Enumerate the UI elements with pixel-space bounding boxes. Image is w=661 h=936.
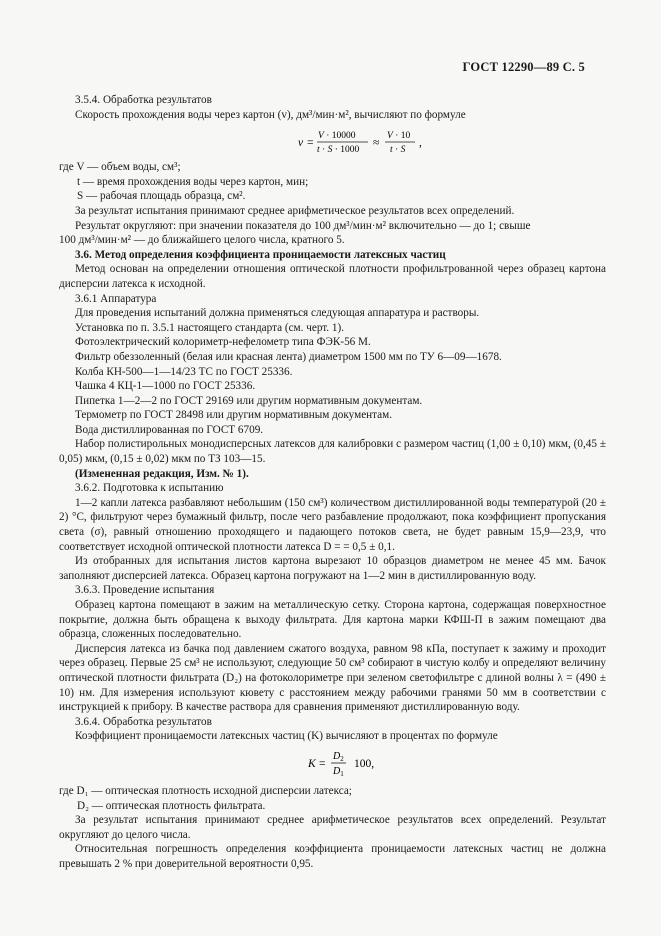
amendment-note: (Измененная редакция, Изм. № 1). [75,467,249,480]
section-3-6-1-title: 3.6.1 Аппаратура [75,292,157,305]
svg-text:100,: 100, [353,758,374,771]
mean-result-2: За результат испытания принимают среднее арифметическое результатов всех определений. Результат округляют до целого числа. [59,814,606,841]
preparation-text: 1—2 капли латекса разбавляют небольшим (150 см³) количеством дистиллированной воды температурой (20 ± 2) °С, фильтруют через бумажный фильтр, после чего разбавление продолжают, пока коэффициент пропускания света (σ), равный отношению проходящего и падающего потоков света, не будет равным 15,9—23,9, что соответствует исходной оптической плотности латекса D = = 0,5 ± 0,1. [59,496,606,553]
error-statement: Относительная погрешность определения коэффициента проницаемости латексных частиц не должна превышать 2 % при доверительной вероятности 0,95. [59,843,606,870]
rounding-line-1: Результат округляют: при значении показателя до 100 дм³/мин·м² включительно — до 1; свыше [75,219,531,232]
d2-definition: D₂ — оптическая плотность фильтрата. [77,799,266,812]
apparatus-item-4: Колба КН-500—1—14/23 ТС по ГОСТ 25336. [75,365,293,378]
samples-text: Из отобранных для испытания листов картона вырезают 10 образцов диаметром не менее 45 мм. Бачок заполняют дисперсией латекса. Образец картона погружают на 1—2 мин в дистиллированную воду. [59,555,606,582]
svg-text:t · S: t · S [389,144,405,155]
apparatus-item-5: Чашка 4 КЦ-1—1000 по ГОСТ 25336. [75,380,256,393]
apparatus-item-3: Фильтр обеззоленный (белая или красная лента) диаметром 1500 мм по ТУ 6—09—1678. [75,350,502,363]
apparatus-item-2: Фотоэлектрический колориметр-нефелометр типа ФЭК-56 М. [75,336,371,349]
method-description: Метод основан на определении отношения оптической плотности профильтрованной через образец картона дисперсии латекса к исходной. [59,263,606,290]
apparatus-item-8: Вода дистиллированная по ГОСТ 6709. [75,423,264,436]
svg-text:=: = [318,758,325,771]
formula-speed-graphic [298,127,448,157]
rounding-line-2: 100 дм³/мин·м² — до ближайшего целого числа, кратного 5. [59,234,345,247]
svg-text:,: , [418,136,422,149]
section-3-6-title: 3.6. Метод определения коэффициента проницаемости латексных частиц [75,248,446,261]
svg-text:=: = [306,136,313,149]
svg-text:V · 10000: V · 10000 [317,130,355,141]
section-3-6-4-title: 3.6.4. Обработка результатов [75,715,212,728]
svg-text:≈: ≈ [372,136,379,149]
where-v-definition: где V — объем воды, см³; [59,161,181,174]
apparatus-item-1: Установка по п. 3.5.1 настоящего стандарта (см. черт. 1). [75,321,345,334]
formula-coefficient-graphic [308,748,398,778]
apparatus-intro: Для проведения испытаний должна применяться следующая аппаратура и растворы. [75,307,480,320]
formula-coefficient [59,748,606,778]
svg-text:V · 10: V · 10 [386,130,410,141]
coefficient-formula-intro: Коэффициент проницаемости латексных частиц (K) вычисляют в процентах по формуле [75,730,498,743]
svg-text:t · S · 1000: t · S · 1000 [316,144,359,155]
speed-formula-intro: Скорость прохождения воды через картон (v), дм³/мин·м², вычисляют по формуле [75,108,466,121]
apparatus-item-9: Набор полистирольных монодисперсных латексов для калибровки с размером частиц (1,00 ± 0,10) мкм, (0,45 ± 0,05) мкм, (0,15 ± 0,02) мкм по ТЗ 103—15. [59,438,606,466]
page-header: ГОСТ 12290—89 С. 5 [462,60,585,74]
s-definition: S — рабочая площадь образца, см². [77,190,246,203]
section-3-6-2-title: 3.6.2. Подготовка к испытанию [75,482,224,495]
formula-speed [59,126,606,156]
svg-text:D2: $D_2$ [332,751,344,764]
svg-text:K: K [307,758,316,771]
section-3-6-3-title: 3.6.3. Проведение испытания [75,584,215,597]
svg-text:v: v [297,136,303,149]
document-body [59,93,606,872]
test-procedure-2: Дисперсия латекса из бачка под давлением сжатого воздуха, равном 98 кПа, поступает к зажиму и проходит через образец. Первые 25 см³ не используют, следующие 50 см³ собирают в чистую колбу и определяют величину оптической плотности фильтрата (D₂) на фотоколориметре при зеленом светофильтре с длиной волны λ = (490 ± 10) нм. Для измерения используют кювету с расстоянием между рабочими гранями 50 мм в соответствии с инструкцией к прибору. В качестве раствора для сравнения применяют дистиллированную воду. [59,642,606,714]
apparatus-item-7: Термометр по ГОСТ 28498 или другим нормативным документам. [75,409,393,422]
svg-text:D1: $D_1$ [332,766,344,779]
apparatus-item-6: Пипетка 1—2—2 по ГОСТ 29169 или другим нормативным документам. [75,394,423,407]
t-definition: t — время прохождения воды через картон, мин; [77,175,309,188]
section-3-5-4-title: 3.5.4. Обработка результатов [75,94,212,106]
mean-result-1: За результат испытания принимают среднее арифметическое результатов всех определений. [75,204,515,217]
where-d1-definition: где D₁ — оптическая плотность исходной дисперсии латекса; [59,784,352,797]
test-procedure-1: Образец картона помещают в зажим на металлическую сетку. Сторона картона, содержащая поверхностное покрытие, должна быть обращена к выходу фильтрата. Для картона марки КФШ-П в зажим помещают два образца, сложенных последовательно. [59,599,606,641]
